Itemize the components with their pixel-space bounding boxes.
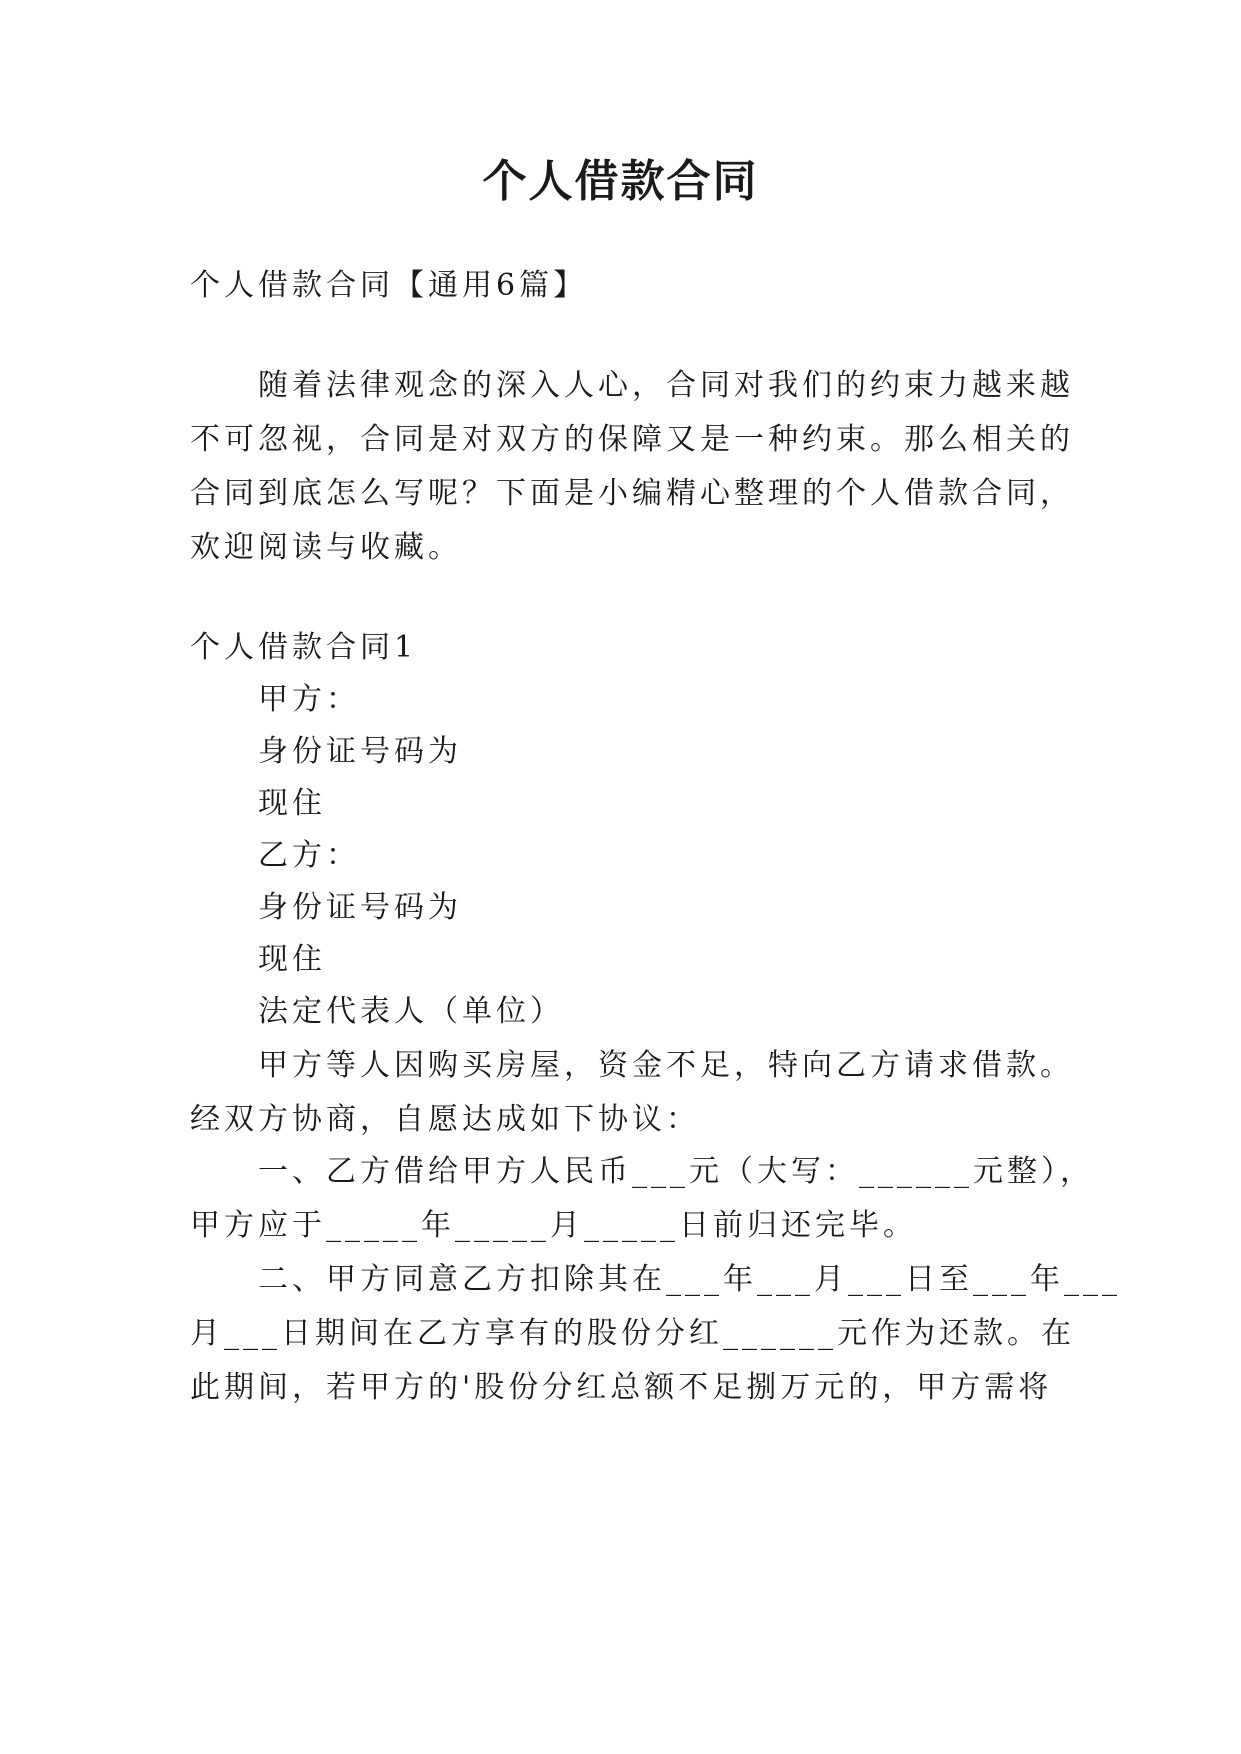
party-line-7: 法定代表人（单位） <box>258 994 564 1029</box>
party-line-4: 乙方： <box>258 838 360 873</box>
party-line-1: 甲方： <box>258 682 360 717</box>
intro-line-4: 欢迎阅读与收藏。 <box>190 530 462 565</box>
body-line-6: 月___日期间在乙方享有的股份分红______元作为还款。在 <box>190 1316 1075 1351</box>
body-line-3: 一、乙方借给甲方人民币___元（大写：______元整）， <box>258 1154 1094 1189</box>
document-title: 个人借款合同 <box>482 156 759 207</box>
party-line-6: 现住 <box>258 942 326 977</box>
body-line-5: 二、甲方同意乙方扣除其在___年___月___日至___年___ <box>258 1262 1121 1297</box>
body-line-2: 经双方协商，自愿达成如下协议： <box>190 1102 700 1137</box>
party-line-2: 身份证号码为 <box>258 734 462 769</box>
intro-line-1: 随着法律观念的深入人心，合同对我们的约束力越来越 <box>258 368 1074 403</box>
intro-line-2: 不可忽视，合同是对双方的保障又是一种约束。那么相关的 <box>190 422 1074 457</box>
body-line-4: 甲方应于_____年_____月_____日前归还完毕。 <box>190 1208 917 1243</box>
body-line-1: 甲方等人因购买房屋，资金不足，特向乙方请求借款。 <box>258 1048 1074 1083</box>
body-line-7: 此期间，若甲方的'股份分红总额不足捌万元的，甲方需将 <box>190 1370 1053 1405</box>
party-line-5: 身份证号码为 <box>258 890 462 925</box>
section-heading: 个人借款合同1 <box>190 630 418 665</box>
intro-line-3: 合同到底怎么写呢？下面是小编精心整理的个人借款合同， <box>190 476 1074 511</box>
party-line-3: 现住 <box>258 786 326 821</box>
document-subtitle: 个人借款合同【通用6篇】 <box>190 268 588 303</box>
